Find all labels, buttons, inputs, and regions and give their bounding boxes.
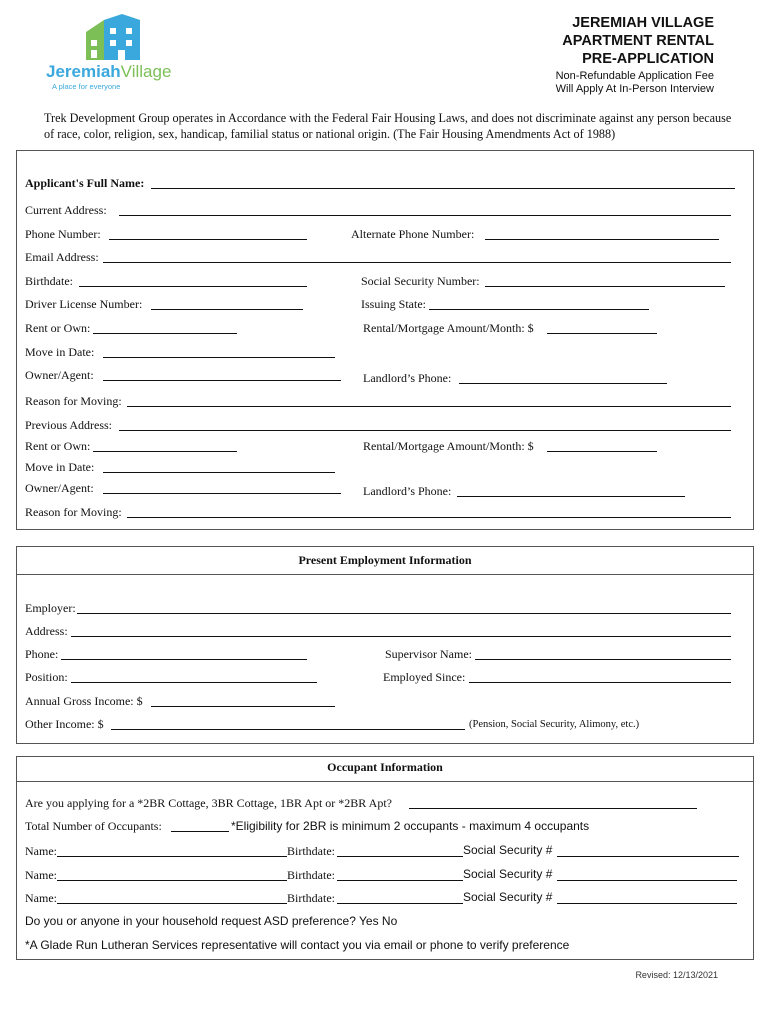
rent-own-2-field[interactable] — [93, 451, 237, 452]
total-occupants-field[interactable] — [171, 831, 229, 832]
rent-amount-field[interactable] — [547, 333, 657, 334]
license-field[interactable] — [151, 309, 303, 310]
current-address-label: Current Address: — [25, 203, 107, 217]
move-in-2-field[interactable] — [103, 472, 335, 473]
alt-phone-field[interactable] — [485, 239, 719, 240]
occupant-1-ssn-label: Social Security # — [463, 843, 553, 857]
owner-agent-field[interactable] — [103, 380, 341, 381]
reason-label: Reason for Moving: — [25, 394, 122, 408]
occupant-3-ssn-field[interactable] — [557, 903, 737, 904]
occupant-3-ssn-label: Social Security # — [463, 890, 553, 904]
prev-address-label: Previous Address: — [25, 418, 112, 432]
other-income-label: Other Income: $ — [25, 717, 104, 731]
employed-since-label: Employed Since: — [383, 670, 466, 684]
gross-income-label: Annual Gross Income: $ — [25, 694, 143, 708]
current-address-field[interactable] — [119, 215, 731, 216]
applying-field[interactable] — [409, 808, 697, 809]
birthdate-field[interactable] — [79, 286, 307, 287]
rent-own-label: Rent or Own: — [25, 321, 91, 335]
issuing-state-field[interactable] — [429, 309, 649, 310]
occupant-2-birthdate-label: Birthdate: — [287, 868, 335, 882]
logo — [46, 14, 186, 94]
phone-label: Phone Number: — [25, 227, 101, 241]
ssn-field[interactable] — [485, 286, 725, 287]
occupant-1-birthdate-field[interactable] — [337, 856, 463, 857]
position-label: Position: — [25, 670, 68, 684]
landlord-phone-2-label: Landlord’s Phone: — [363, 484, 452, 498]
occupant-1-name-label: Name: — [25, 844, 57, 858]
occupant-3-birthdate-label: Birthdate: — [287, 891, 335, 905]
alt-phone-label: Alternate Phone Number: — [351, 227, 475, 241]
reason-field[interactable] — [127, 406, 731, 407]
license-label: Driver License Number: — [25, 297, 143, 311]
occupant-2-name-field[interactable] — [57, 880, 287, 881]
applicant-section — [16, 150, 754, 530]
logo-name-a: Jeremiah — [46, 62, 121, 81]
occupant-3-birthdate-field[interactable] — [337, 903, 463, 904]
occupant-1-ssn-field[interactable] — [557, 856, 739, 857]
header-title-2: APARTMENT RENTAL — [562, 33, 714, 49]
employment-section — [16, 546, 754, 744]
move-in-field[interactable] — [103, 357, 335, 358]
other-income-note: (Pension, Social Security, Alimony, etc.) — [469, 719, 640, 730]
landlord-phone-label: Landlord’s Phone: — [363, 371, 452, 385]
occupant-2-ssn-field[interactable] — [557, 880, 737, 881]
logo-tagline: A place for everyone — [52, 82, 121, 91]
occupant-heading: Occupant Information — [327, 760, 443, 774]
owner-agent-2-label: Owner/Agent: — [25, 481, 94, 495]
employed-since-field[interactable] — [469, 682, 731, 683]
phone-field[interactable] — [109, 239, 307, 240]
occupant-2-ssn-label: Social Security # — [463, 867, 553, 881]
employment-heading: Present Employment Information — [298, 553, 472, 567]
gross-income-field[interactable] — [151, 706, 335, 707]
revised-date: Revised: 12/13/2021 — [635, 970, 718, 980]
birthdate-label: Birthdate: — [25, 274, 73, 288]
glade-note: *A Glade Run Lutheran Services representative will contact you via email or phone to verify preference — [25, 938, 570, 952]
header-sub-1: Non-Refundable Application Fee — [555, 70, 714, 82]
occupant-section — [16, 756, 754, 960]
full-name-field[interactable] — [151, 188, 735, 189]
header-title-1: JEREMIAH VILLAGE — [572, 15, 714, 31]
occupant-3-name-label: Name: — [25, 891, 57, 905]
total-occupants-label: Total Number of Occupants: — [25, 819, 162, 833]
occupant-2-name-label: Name: — [25, 868, 57, 882]
asd-question: Do you or anyone in your household request ASD preference? Yes No — [25, 914, 398, 928]
position-field[interactable] — [71, 682, 317, 683]
occupant-3-name-field[interactable] — [57, 903, 287, 904]
supervisor-label: Supervisor Name: — [385, 647, 472, 661]
ssn-label: Social Security Number: — [361, 274, 480, 288]
employer-field[interactable] — [77, 613, 731, 614]
emp-address-label: Address: — [25, 624, 68, 638]
emp-address-field[interactable] — [71, 636, 731, 637]
email-label: Email Address: — [25, 250, 99, 264]
rent-amount-2-label: Rental/Mortgage Amount/Month: $ — [363, 439, 534, 453]
issuing-state-label: Issuing State: — [361, 297, 426, 311]
rent-amount-2-field[interactable] — [547, 451, 657, 452]
email-field[interactable] — [103, 262, 731, 263]
fair-housing-notice: Trek Development Group operates in Accordance with the Federal Fair Housing Laws, and does not discriminate against any person because of race, color, religion, sex, handicap, familial status or national origin. (The Fair Housing Amendments Act of 1988) — [44, 111, 732, 141]
employer-label: Employer: — [25, 601, 76, 615]
occupant-2-birthdate-field[interactable] — [337, 880, 463, 881]
header-sub-2: Will Apply At In-Person Interview — [555, 83, 714, 95]
rent-own-field[interactable] — [93, 333, 237, 334]
occupant-1-birthdate-label: Birthdate: — [287, 844, 335, 858]
other-income-field[interactable] — [111, 729, 465, 730]
logo-name-b: Village — [120, 62, 172, 81]
eligibility-note: *Eligibility for 2BR is minimum 2 occupants - maximum 4 occupants — [231, 819, 590, 833]
owner-agent-2-field[interactable] — [103, 493, 341, 494]
header-title-3: PRE-APPLICATION — [582, 51, 714, 67]
landlord-phone-2-field[interactable] — [457, 496, 685, 497]
applying-label: Are you applying for a *2BR Cottage, 3BR Cottage, 1BR Apt or *2BR Apt? — [25, 796, 392, 810]
prev-address-field[interactable] — [119, 430, 731, 431]
rent-own-2-label: Rent or Own: — [25, 439, 91, 453]
landlord-phone-field[interactable] — [459, 383, 667, 384]
full-name-label: Applicant's Full Name: — [25, 176, 145, 190]
emp-phone-label: Phone: — [25, 647, 59, 661]
occupant-1-name-field[interactable] — [57, 856, 287, 857]
emp-phone-field[interactable] — [61, 659, 307, 660]
move-in-label: Move in Date: — [25, 345, 95, 359]
reason-2-label: Reason for Moving: — [25, 505, 122, 519]
reason-2-field[interactable] — [127, 517, 731, 518]
logo-houses-icon — [46, 14, 186, 62]
owner-agent-label: Owner/Agent: — [25, 368, 94, 382]
move-in-2-label: Move in Date: — [25, 460, 95, 474]
supervisor-field[interactable] — [475, 659, 731, 660]
rent-amount-label: Rental/Mortgage Amount/Month: $ — [363, 321, 534, 335]
